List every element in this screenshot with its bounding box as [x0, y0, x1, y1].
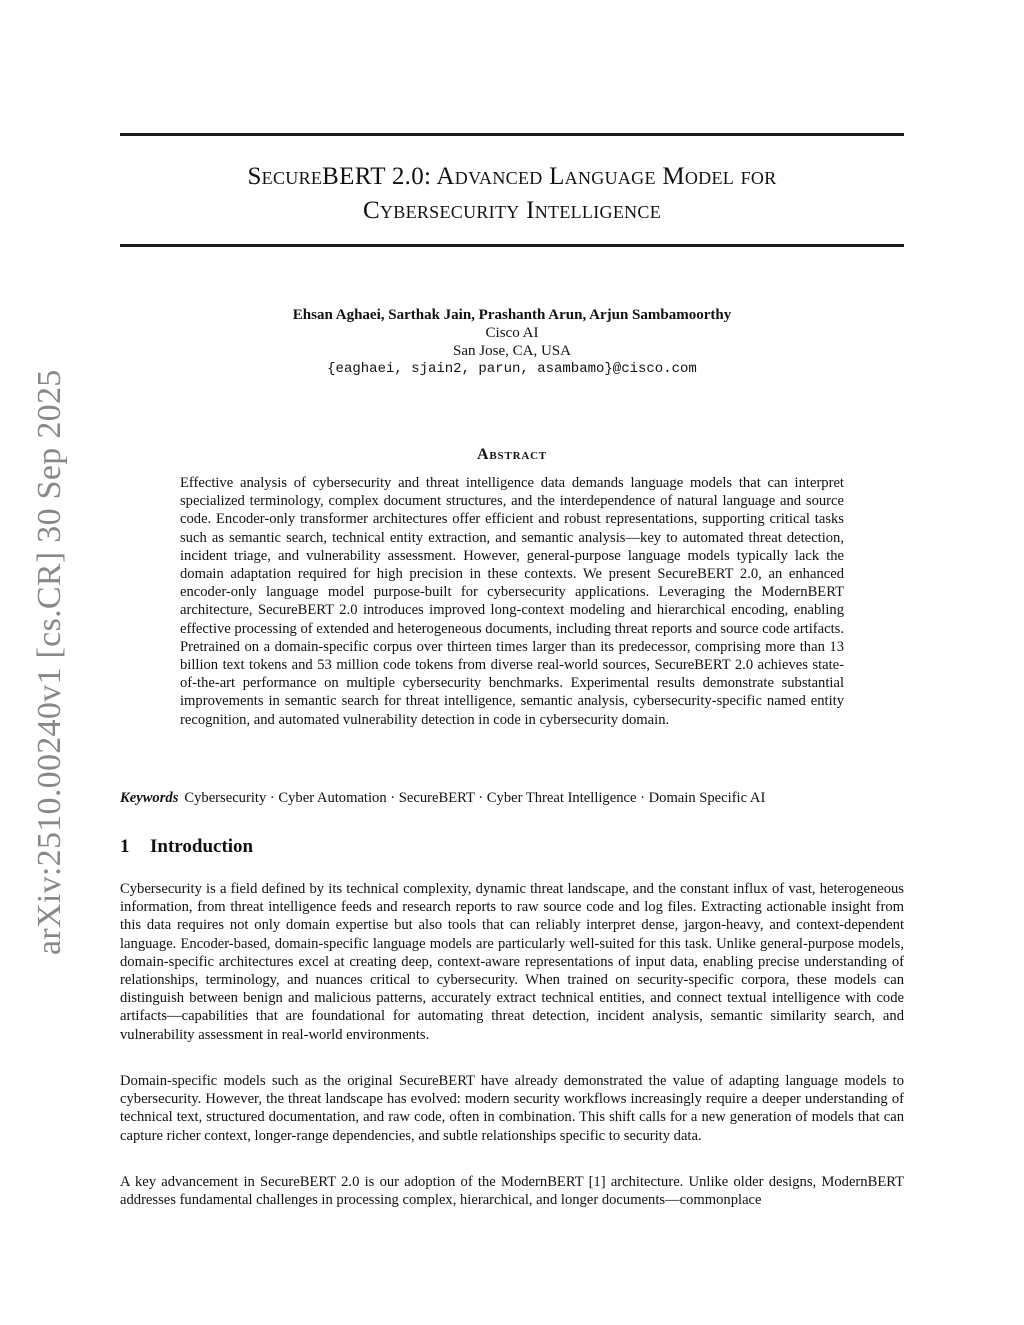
- author-affiliation: Cisco AI: [485, 325, 539, 341]
- author-email: {eaghaei, sjain2, parun, asambamo}@cisco.com: [327, 361, 697, 377]
- section-number: 1: [120, 836, 130, 857]
- keywords-label: Keywords: [120, 790, 179, 806]
- paper-title-line-2: Cybersecurity Intelligence: [362, 197, 662, 224]
- author-names: Ehsan Aghaei, Sarthak Jain, Prashanth Arun, Arjun Sambamoorthy: [292, 307, 732, 323]
- body-paragraph-3: A key advancement in SecureBERT 2.0 is our adoption of the ModernBERT [1] architecture. Unlike older designs, ModernBERT addresses fundamental challenges in processing complex, hierarchical, and longer documents—commonplace: [120, 1174, 904, 1209]
- arxiv-identifier: arXiv:2510.00240v1 [cs.CR] 30 Sep 2025: [31, 369, 68, 955]
- keywords-line: [120, 789, 904, 807]
- paper-title-line-1: SecureBERT 2.0: Advanced Language Model for: [247, 163, 777, 190]
- body-paragraph-2: Domain-specific models such as the original SecureBERT have already demonstrated the value of adapting language models to cybersecurity. However, the threat landscape has evolved: modern security workflows increasingly require a deeper understanding of technical text, structured documentation, and raw code, often in combination. This shift calls for a new generation of models that can capture richer context, longer-range dependencies, and subtle relationships specific to security data.: [120, 1073, 904, 1144]
- paper-title: [120, 160, 904, 228]
- author-location: San Jose, CA, USA: [453, 343, 571, 359]
- abstract-text: Effective analysis of cybersecurity and threat intelligence data demands language models that can interpret specialized terminology, complex document structures, and the interdependence of natural language and source code. Encoder-only transformer architectures offer efficient and robust representations, supporting critical tasks such as semantic search, technical entity extraction, and semantic analysis—key to automated threat detection, incident triage, and vulnerability assessment. However, general-purpose language models typically lack the domain adaptation required for high precision in these contexts. We present SecureBERT 2.0, an enhanced encoder-only language model purpose-built for cybersecurity applications. Leveraging the ModernBERT architecture, SecureBERT 2.0 introduces improved long-context modeling and hierarchical encoding, enabling effective processing of extended and heterogeneous documents, including threat reports and source code artifacts. Pretrained on a domain-specific corpus over thirteen times larger than its predecessor, comprising more than 13 billion text tokens and 53 million code tokens from diverse real-world sources, SecureBERT 2.0 achieves state-of-the-art performance on multiple cybersecurity benchmarks. Experimental results demonstrate substantial improvements in semantic search for threat intelligence, semantic analysis, cybersecurity-specific named entity recognition, and automated vulnerability detection in code in cybersecurity domain.: [180, 475, 844, 728]
- section-heading: [120, 836, 253, 858]
- section-title: Introduction: [150, 836, 254, 857]
- keywords-text: Cybersecurity · Cyber Automation · SecureBERT · Cyber Threat Intelligence · Domain Specific AI: [184, 790, 766, 806]
- abstract-heading: Abstract: [477, 446, 547, 463]
- title-top-rule: [120, 133, 904, 136]
- body-paragraph-1: Cybersecurity is a field defined by its technical complexity, dynamic threat landscape, and the constant influx of vast, heterogeneous information, from threat intelligence feeds and research reports to raw source code and log files. Extracting actionable insight from this data requires not only domain expertise but also tools that can reliably interpret dense, jargon-heavy, and context-dependent language. Encoder-based, domain-specific language models are particularly well-suited for this task. Unlike general-purpose models, domain-specific architectures excel at creating deep, context-aware representations of input data, enabling precise understanding of relationships, terminology, and nuances critical to cybersecurity. When trained on security-specific corpora, these models can distinguish between benign and malicious patterns, accurately extract technical entities, and connect textual intelligence with code artifacts—capabilities that are foundational for automating threat detection, incident analysis, semantic similarity search, and vulnerability assessment in real-world environments.: [120, 881, 904, 1043]
- author-block: [120, 306, 904, 378]
- title-bottom-rule: [120, 244, 904, 247]
